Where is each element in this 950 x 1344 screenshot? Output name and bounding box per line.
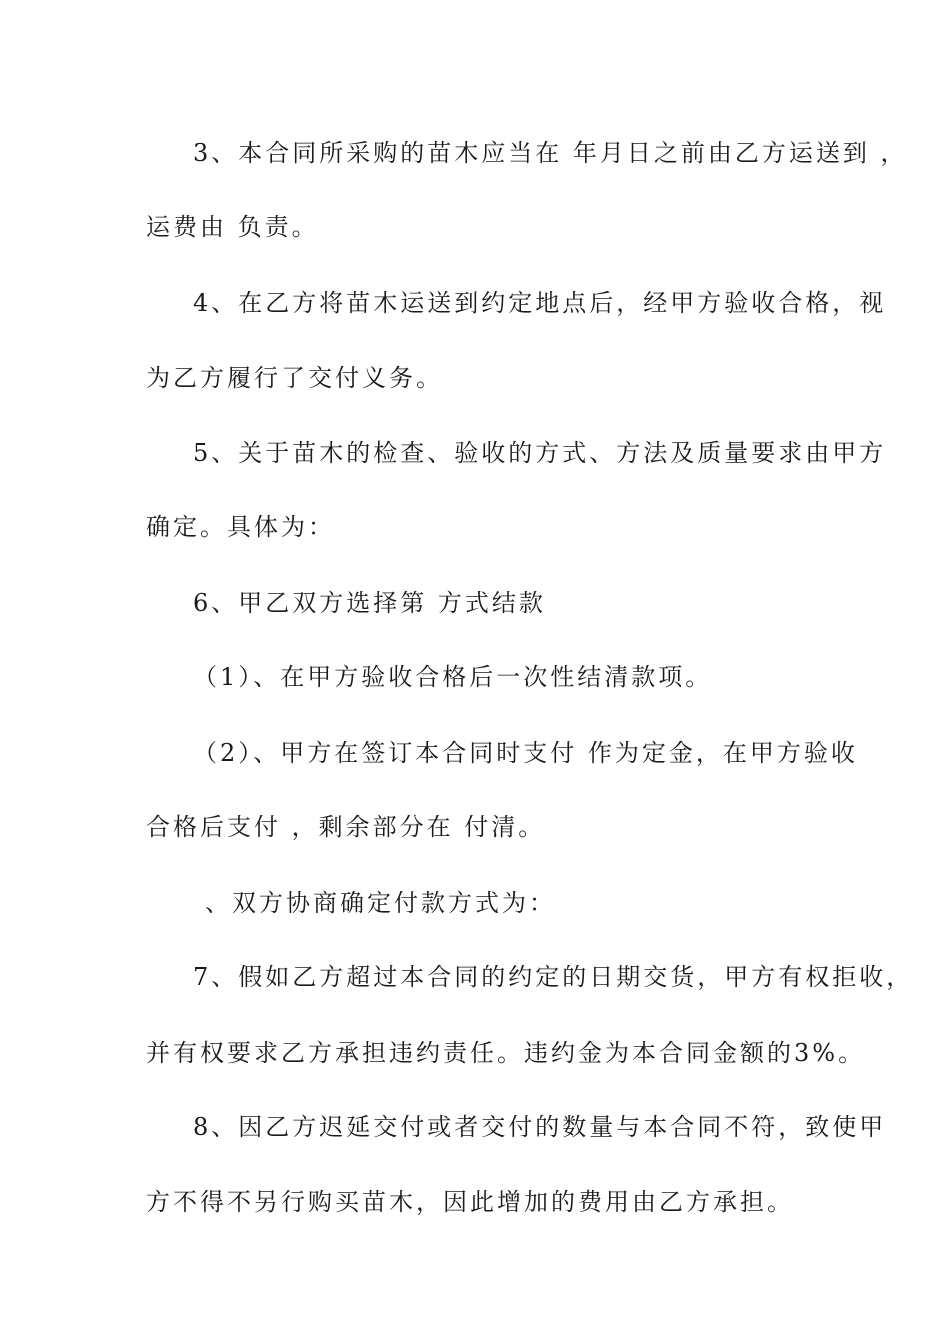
clause-6-option-1: （1）、在甲方验收合格后一次性结清款项。 (193, 663, 713, 691)
clause-5-line-2: 确定。具体为： (146, 513, 335, 541)
clause-5-line-1: 5、关于苗木的检查、验收的方式、方法及质量要求由甲方 (193, 439, 887, 467)
clause-6-option-2-line-2: 合格后支付 ，剩余部分在 付清。 (146, 813, 546, 841)
clause-4-line-1: 4、在乙方将苗木运送到约定地点后，经甲方验收合格，视 (193, 289, 887, 317)
clause-8-line-1: 8、因乙方迟延交付或者交付的数量与本合同不符，致使甲 (193, 1113, 887, 1141)
clause-7-line-1: 7、假如乙方超过本合同的约定的日期交货，甲方有权拒收， (193, 963, 914, 991)
clause-7-line-2: 并有权要求乙方承担违约责任。违约金为本合同金额的3%。 (146, 1039, 866, 1067)
clause-6-option-3: 、双方协商确定付款方式为： (205, 889, 556, 917)
clause-8-line-2: 方不得不另行购买苗木，因此增加的费用由乙方承担。 (146, 1188, 794, 1216)
clause-3-line-2: 运费由 负责。 (146, 213, 319, 241)
clause-6-option-2-line-1: （2）、甲方在签订本合同时支付 作为定金，在甲方验收 (193, 739, 858, 767)
clause-6-line-1: 6、甲乙双方选择第 方式结款 (193, 589, 546, 617)
clause-3-line-1: 3、本合同所采购的苗木应当在 年月日之前由乙方运送到 ， (193, 139, 908, 167)
clause-4-line-2: 为乙方履行了交付义务。 (146, 364, 443, 392)
